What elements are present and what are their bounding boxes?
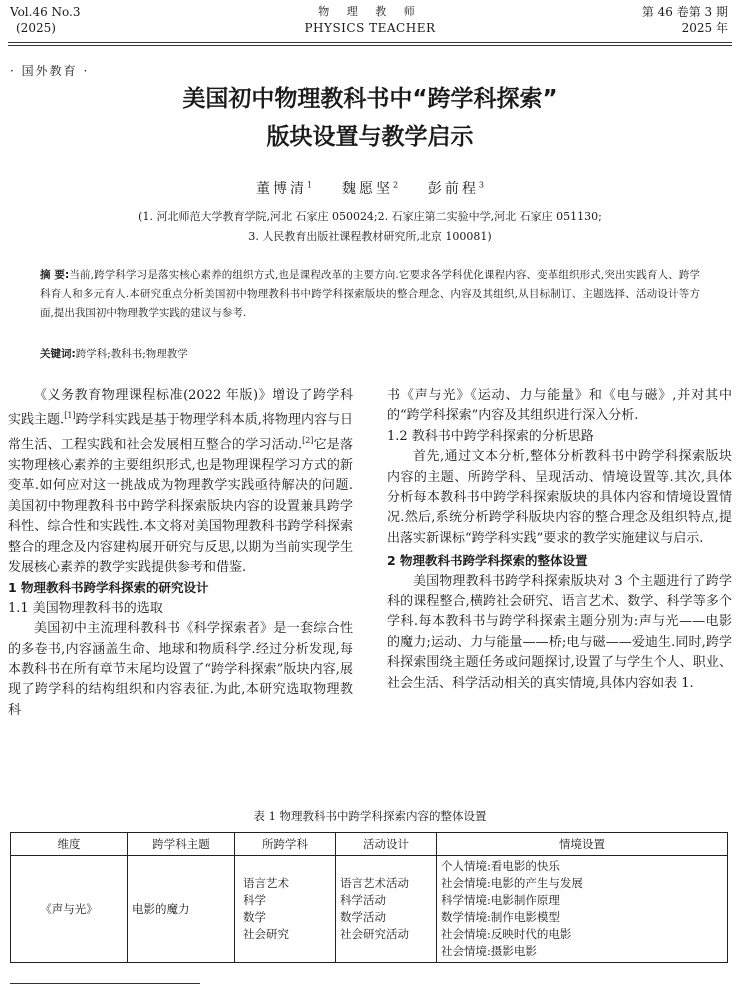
context-item: 社会情境:电影的产生与发展: [441, 876, 583, 890]
cell-contexts: [437, 856, 728, 963]
context-item: 个人情境:看电影的快乐: [441, 859, 560, 873]
subject-item: 数学: [243, 910, 266, 924]
section-heading-1: 1 物理教科书跨学科探索的研究设计: [8, 580, 209, 596]
content-table: [10, 832, 728, 963]
header-rule-thin: [8, 45, 732, 46]
activity-item: 社会研究活动: [340, 927, 409, 941]
context-item: 社会情境:反映时代的电影: [441, 927, 572, 941]
keywords-text: 跨学科;教科书;物理教学: [75, 348, 188, 360]
cell-dimension: 《声与光》: [11, 856, 128, 963]
volume-year: (2025): [16, 21, 56, 35]
abstract: [40, 266, 700, 323]
context-item: 数学情境:制作电影模型: [441, 910, 560, 924]
activity-item: 科学活动: [340, 893, 386, 907]
affiliation-line2: 3. 人民教育出版社课程教材研究所,北京 100081): [248, 230, 492, 243]
abstract-text: 当前,跨学科学习是落实核心素养的组织方式,也是课程改革的主要方向.它要求各学科优化课程内容、变革组织形式,突出实践育人、跨学科育人和多元育人.本研究重点分析美国初中物理教科书中跨学科探索版块的整合理念、内容及其组织,从目标制订、主题选择、活动设计等方面,提出我国初中物理教学实践的建议与参考.: [40, 269, 700, 319]
table-header-cell: 跨学科主题: [128, 833, 235, 856]
table-header-cell: 活动设计: [336, 833, 437, 856]
section-heading-1-2: 1.2 教科书中跨学科探索的分析思路: [387, 428, 594, 444]
header-rule: [8, 42, 732, 43]
context-item: 科学情境:电影制作原理: [441, 893, 560, 907]
author-list: [0, 178, 740, 198]
activity-item: 数学活动: [340, 910, 386, 924]
cell-subjects: [235, 856, 336, 963]
article-title-line2: 版块设置与教学启示: [266, 124, 474, 150]
context-item: 社会情境:摄影电影: [441, 944, 537, 958]
intro-text-a: 《义务教育物理课程标准(2022 年版)》增设了跨学科实践主题.: [8, 388, 353, 428]
author-affil-mark: 3: [478, 180, 484, 190]
author-affil-mark: 2: [392, 180, 399, 190]
paragraph-analysis-approach: 首先,通过文本分析,整体分析教科书中跨学科探索版块内容的主题、所跨学科、呈现活动、情境设置等.其次,具体分析每本教科书中跨学科探索版块的具体内容和情境设置情况.然后,系统分析跨学科版块内容的整合理念及组织特点,提出落实新课标“跨学科实践”要求的教学实施建议与启示.: [387, 449, 732, 546]
subject-item: 科学: [243, 893, 266, 907]
body-column-right: [387, 386, 732, 694]
table-header-cell: 维度: [11, 833, 128, 856]
paragraph-overall-setting: 美国物理教科书跨学科探索版块对 3 个主题进行了跨学科的课程整合,横跨社会研究、语言艺术、数学、科学等多个学科.每本教科书与跨学科探索主题分别为:声与光——电影的魔力;运动、力与能量——桥;电与磁——爱迪生.同时,跨学科探索围绕主题任务或问题探讨,设置了与学生个人、职业、社会生活、科学活动相关的真实情境,具体内容如表 1.: [387, 573, 732, 691]
paragraph-textbook-selection: 美国初中主流理科教科书《科学探索者》是一套综合性的多卷书,内容涵盖生命、地球和物质科学.经过分析发现,每本教科书在所有章节末尾均设置了“跨学科探索”版块内容,展现了跨学科的结构组织和内容表征.为此,本研究选取物理教科: [8, 621, 353, 718]
section-heading-2: 2 物理教科书跨学科探索的整体设置: [387, 553, 588, 569]
affiliation-line1: (1. 河北师范大学教育学院,河北 石家庄 050024;2. 石家庄第二实验中学,河北 石家庄 051130;: [138, 210, 602, 223]
author-name: 董博清: [256, 181, 308, 197]
journal-name-cn: 物 理 教 师: [318, 5, 422, 18]
subject-item: 语言艺术: [243, 876, 289, 890]
body-column-left: [8, 386, 353, 721]
abstract-label: 摘 要:: [40, 269, 70, 281]
table-header-cell: 所跨学科: [235, 833, 336, 856]
keywords-label: 关键词:: [40, 348, 76, 360]
table-header-row: [11, 833, 728, 856]
paragraph-textbook-selection-cont: 书《声与光》《运动、力与能量》和《电与磁》,并对其中的“跨学科探索”内容及其组织进行深入分析.: [387, 388, 732, 424]
table-caption: 表 1 物理教科书中跨学科探索内容的整体设置: [253, 809, 487, 823]
paragraph-intro: [8, 386, 353, 578]
citation-ref[interactable]: [1]: [64, 411, 76, 421]
cell-theme: 电影的魔力: [128, 856, 235, 963]
intro-text-b: 跨学科实践是基于物理学科本质,将物理内容与日常生活、工程实践和社会发展相互整合的学习活动.: [8, 412, 353, 453]
issue-year-cn: 2025 年: [681, 21, 728, 35]
journal-name-en: PHYSICS TEACHER: [304, 21, 436, 35]
article-title-line1: 美国初中物理教科书中“跨学科探索”: [182, 86, 558, 112]
footnote-rule: [10, 983, 200, 984]
table-header-cell: 情境设置: [437, 833, 728, 856]
issue-number-cn: 第 46 卷第 3 期: [641, 5, 728, 19]
author-name: 彭前程: [427, 181, 479, 197]
author-affil-mark: 1: [307, 180, 313, 190]
subject-item: 社会研究: [243, 927, 289, 941]
citation-ref[interactable]: [2]: [302, 436, 314, 446]
cell-activities: [336, 856, 437, 963]
activity-item: 语言艺术活动: [340, 876, 409, 890]
table-row: [11, 856, 728, 963]
running-header-right: [642, 4, 728, 36]
author-name: 魏愿坚: [341, 181, 393, 197]
section-heading-1-1: 1.1 美国物理教科书的选取: [8, 600, 163, 616]
section-tag: · 国外教育 ·: [10, 64, 90, 78]
keywords: [40, 346, 188, 361]
intro-text-c: 它是落实物理核心素养的主要组织形式,也是物理课程学习方式的新变革.如何应对这一挑战成为物理教学实践亟待解决的问题.美国初中物理教科书中跨学科探索版块内容的设置兼具跨学科性、综合性和实践性.本文将对美国物理教科书跨学科探索整合的理念及内容建构展开研究与反思,以期为当前实现学生发展核心素养的教学实践提供参考和借鉴.: [8, 437, 353, 575]
volume-number: Vol.46 No.3: [10, 5, 81, 19]
running-header-center: [0, 4, 740, 36]
